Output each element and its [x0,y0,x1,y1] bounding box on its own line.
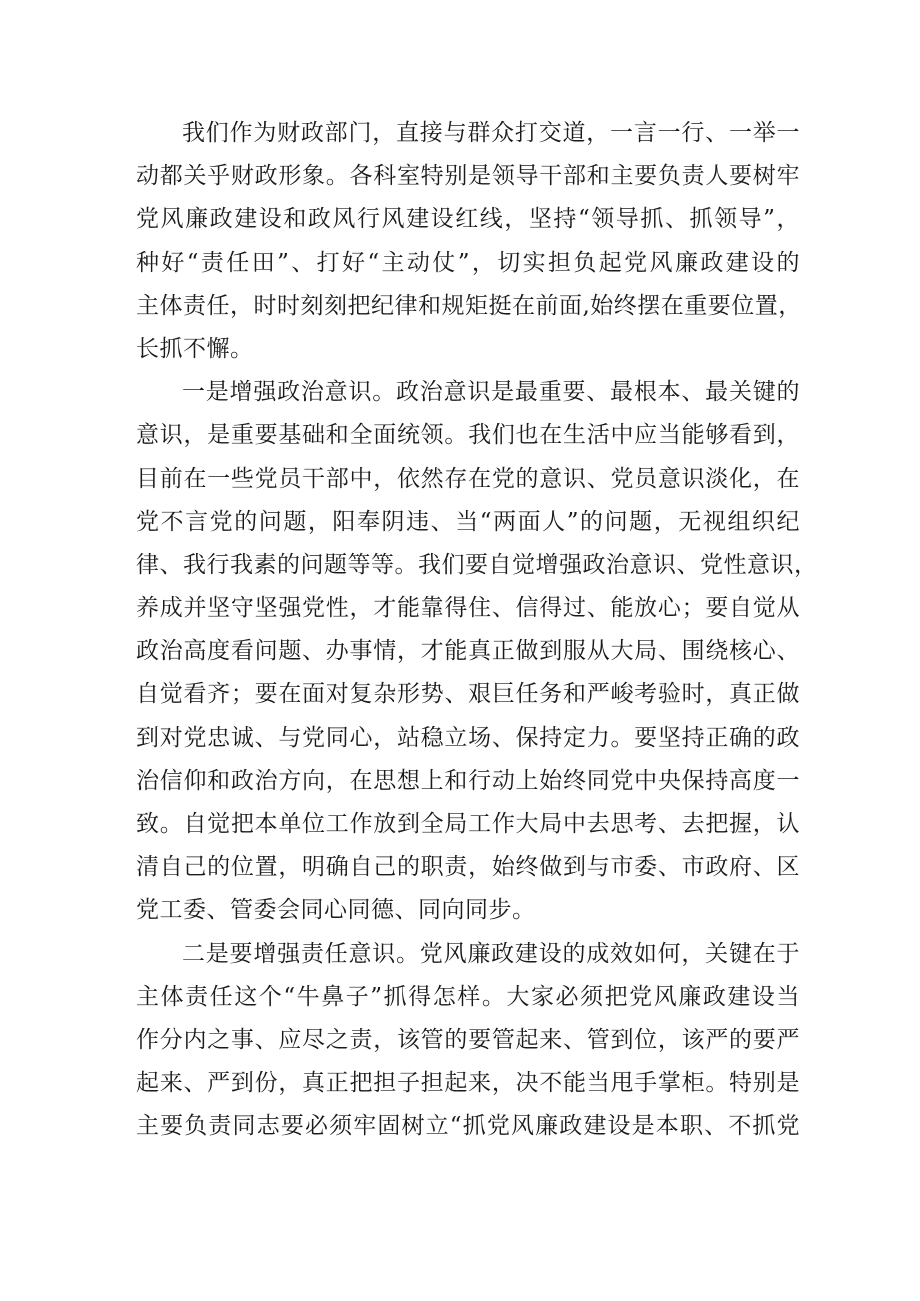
text-line: 我们作为财政部门，直接与群众打交道，一言一行、一举一 [182,120,800,146]
text-line: 治信仰和政治方向，在思想上和行动上始终同党中央保持高度一 [136,767,800,794]
text-line: 律、我行我素的问题等等。我们要自觉增强政治意识、党性意识， [136,551,818,578]
text-line: 养成并坚守坚强党性，才能靠得住、信得过、能放心；要自觉从 [136,595,800,622]
text-line: 起来、严到份，真正把担子担起来，决不能当甩手掌柜。特别是 [136,1070,800,1097]
text-line: 动都关乎财政形象。各科室特别是领导干部和主要负责人要树牢 [136,163,800,190]
text-line: 主体责任这个“牛鼻子”抓得怎样。大家必须把党风廉政建设当 [136,983,800,1010]
paragraph-1 [136,112,800,371]
paragraph-2 [136,371,818,932]
text-line: 种好“责任田”、打好“主动仗”，切实担负起党风廉政建设的 [136,249,800,276]
text-line: 二是要增强责任意识。党风廉政建设的成效如何，关键在于 [182,940,800,967]
paragraph-3 [136,933,800,1149]
text-line: 致。自觉把本单位工作放到全局工作大局中去思考、去把握，认 [136,811,800,837]
text-line: 一是增强政治意识。政治意识是最重要、最根本、最关键的 [182,379,800,406]
text-line: 意识，是重要基础和全面统领。我们也在生活中应当能够看到， [136,422,800,449]
text-line: 清自己的位置，明确自己的职责，始终做到与市委、市政府、区 [136,854,800,881]
text-line: 党工委、管委会同心同德、同向同步。 [136,897,536,924]
text-line: 到对党忠诚、与党同心，站稳立场、保持定力。要坚持正确的政 [136,724,800,751]
text-line: 党风廉政建设和政风行风建设红线，坚持“领导抓、抓领导”， [136,206,800,233]
text-line: 主体责任，时时刻刻把纪律和规矩挺在前面,始终摆在重要位置， [136,292,802,319]
body-text [136,112,818,1149]
text-line: 党不言党的问题，阳奉阴违、当“两面人”的问题，无视组织纪 [136,508,800,535]
text-line: 自觉看齐；要在面对复杂形势、艰巨任务和严峻考验时，真正做 [136,681,800,708]
text-line: 政治高度看问题、办事情，才能真正做到服从大局、围绕核心、 [136,638,800,665]
text-line: 长抓不懈。 [136,335,254,362]
text-line: 目前在一些党员干部中，依然存在党的意识、党员意识淡化，在 [136,465,800,492]
text-line: 作分内之事、应尽之责，该管的要管起来、管到位，该严的要严 [136,1026,800,1053]
text-line: 主要负责同志要必须牢固树立“抓党风廉政建设是本职、不抓党 [136,1113,800,1140]
